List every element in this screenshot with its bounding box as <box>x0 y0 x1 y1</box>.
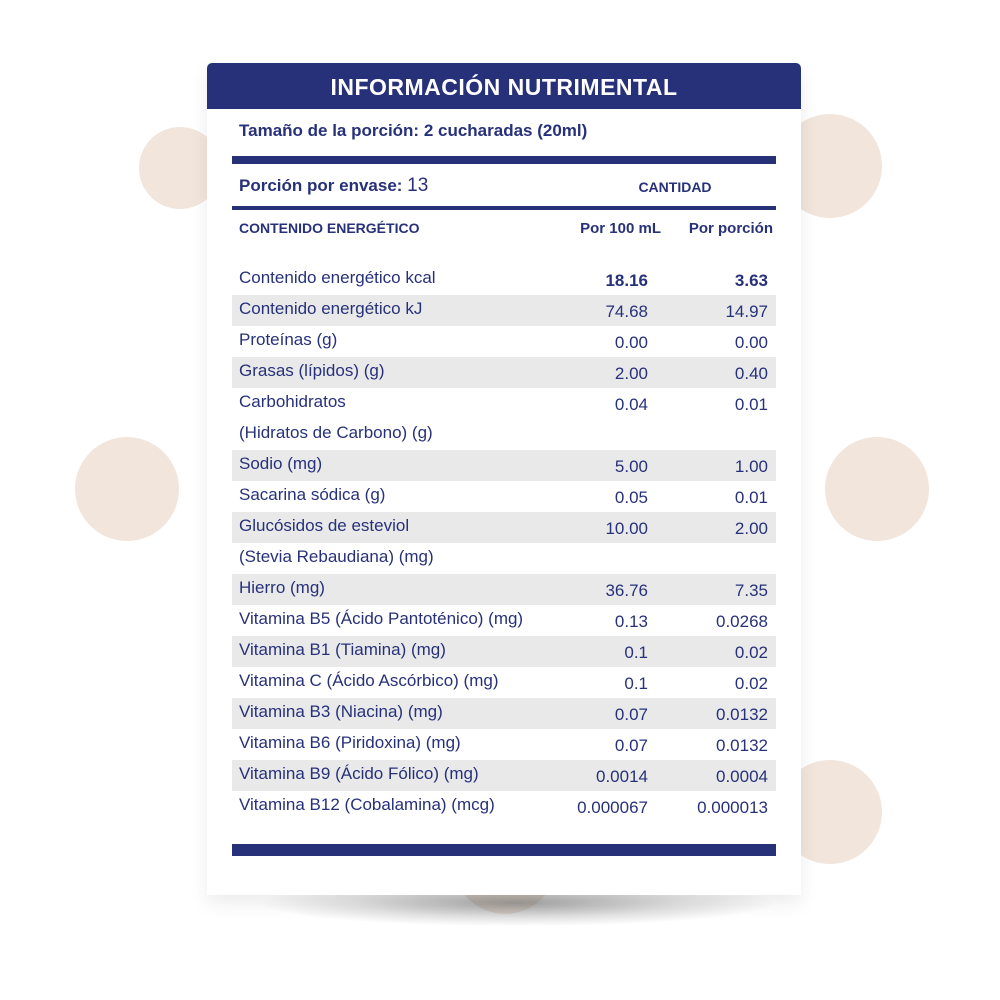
column-header-nutrient: CONTENIDO ENERGÉTICO <box>239 220 420 236</box>
value-per-100: 2.00 <box>614 364 648 383</box>
table-row <box>232 326 776 357</box>
table-row <box>232 512 776 543</box>
nutrient-name: Vitamina B9 (Ácido Fólico) (mg) <box>239 764 479 783</box>
table-row <box>232 605 776 636</box>
nutrient-name: Grasas (lípidos) (g) <box>239 361 385 380</box>
table-row <box>232 264 776 295</box>
nutrient-name: Vitamina B6 (Piridoxina) (mg) <box>239 733 461 752</box>
value-per-portion: 0.02 <box>734 674 768 693</box>
nutrient-name-continued: (Stevia Rebaudiana) (mg) <box>239 547 434 566</box>
value-per-100: 5.00 <box>614 457 648 476</box>
table-row <box>232 791 776 822</box>
table-row <box>232 667 776 698</box>
value-per-100: 0.00 <box>614 333 648 352</box>
column-header-per-portion: Por porción <box>688 220 773 237</box>
decor-circle <box>75 437 179 541</box>
table-row <box>232 729 776 760</box>
value-per-100: 0.07 <box>614 736 648 755</box>
table-row-continued <box>232 543 776 574</box>
table-row <box>232 450 776 481</box>
divider-bar <box>232 156 776 164</box>
value-per-portion: 0.0132 <box>716 705 768 724</box>
table-row <box>232 574 776 605</box>
value-per-100: 18.16 <box>605 271 648 290</box>
table-row <box>232 698 776 729</box>
servings-value: 13 <box>407 175 429 196</box>
value-per-portion: 1.00 <box>734 457 768 476</box>
table-row <box>232 388 776 450</box>
table-row <box>232 636 776 667</box>
value-per-portion: 0.0132 <box>716 736 768 755</box>
servings-label: Porción por envase: <box>239 176 403 195</box>
value-per-100: 0.000067 <box>577 798 648 817</box>
value-per-portion: 14.97 <box>725 302 768 321</box>
serving-size: Tamaño de la porción: 2 cucharadas (20ml) <box>239 121 588 140</box>
divider-bar <box>232 206 776 210</box>
nutrient-name: Vitamina C (Ácido Ascórbico) (mg) <box>239 671 499 690</box>
nutrition-label <box>207 63 801 895</box>
table-row <box>232 357 776 388</box>
nutrient-name: Vitamina B3 (Niacina) (mg) <box>239 702 443 721</box>
table-row <box>232 295 776 326</box>
value-per-portion: 7.35 <box>734 581 768 600</box>
divider-bar <box>232 844 776 856</box>
decor-circle <box>825 437 929 541</box>
value-per-portion: 0.000013 <box>697 798 768 817</box>
value-per-100: 10.00 <box>605 519 648 538</box>
nutrient-name: Vitamina B1 (Tiamina) (mg) <box>239 640 446 659</box>
column-header-per-100: Por 100 mL <box>580 220 661 237</box>
table-row <box>232 481 776 512</box>
value-per-portion: 0.01 <box>734 395 768 414</box>
nutrient-name: Carbohidratos <box>239 392 346 411</box>
nutrient-name-continued: (Hidratos de Carbono) (g) <box>239 423 433 442</box>
nutrient-name: Vitamina B12 (Cobalamina) (mcg) <box>239 795 495 814</box>
value-per-portion: 3.63 <box>734 271 768 290</box>
nutrient-name: Vitamina B5 (Ácido Pantoténico) (mg) <box>239 609 524 628</box>
value-per-100: 0.1 <box>624 643 648 662</box>
nutrient-name: Sacarina sódica (g) <box>239 485 386 504</box>
value-per-portion: 0.00 <box>734 333 768 352</box>
nutrient-table <box>232 264 776 822</box>
nutrient-name: Sodio (mg) <box>239 454 323 473</box>
nutrient-name: Proteínas (g) <box>239 330 338 349</box>
value-per-portion: 2.00 <box>734 519 768 538</box>
nutrient-name: Hierro (mg) <box>239 578 325 597</box>
value-per-100: 0.0014 <box>596 767 648 786</box>
nutrient-name: Glucósidos de esteviol <box>239 516 410 535</box>
value-per-portion: 0.01 <box>734 488 768 507</box>
value-per-100: 74.68 <box>605 302 648 321</box>
nutrient-name: Contenido energético kJ <box>239 299 423 318</box>
value-per-100: 0.04 <box>614 395 648 414</box>
value-per-portion: 0.02 <box>734 643 768 662</box>
value-per-100: 0.07 <box>614 705 648 724</box>
table-row <box>232 760 776 791</box>
value-per-100: 36.76 <box>605 581 648 600</box>
servings-per-container <box>239 175 428 197</box>
value-per-portion: 0.0268 <box>716 612 768 631</box>
value-per-100: 0.05 <box>614 488 648 507</box>
label-title: INFORMACIÓN NUTRIMENTAL <box>207 63 801 109</box>
value-per-100: 0.1 <box>624 674 648 693</box>
nutrient-name: Contenido energético kcal <box>239 268 436 287</box>
amount-header: CANTIDAD <box>638 179 712 195</box>
value-per-portion: 0.0004 <box>716 767 768 786</box>
value-per-100: 0.13 <box>614 612 648 631</box>
value-per-portion: 0.40 <box>734 364 768 383</box>
